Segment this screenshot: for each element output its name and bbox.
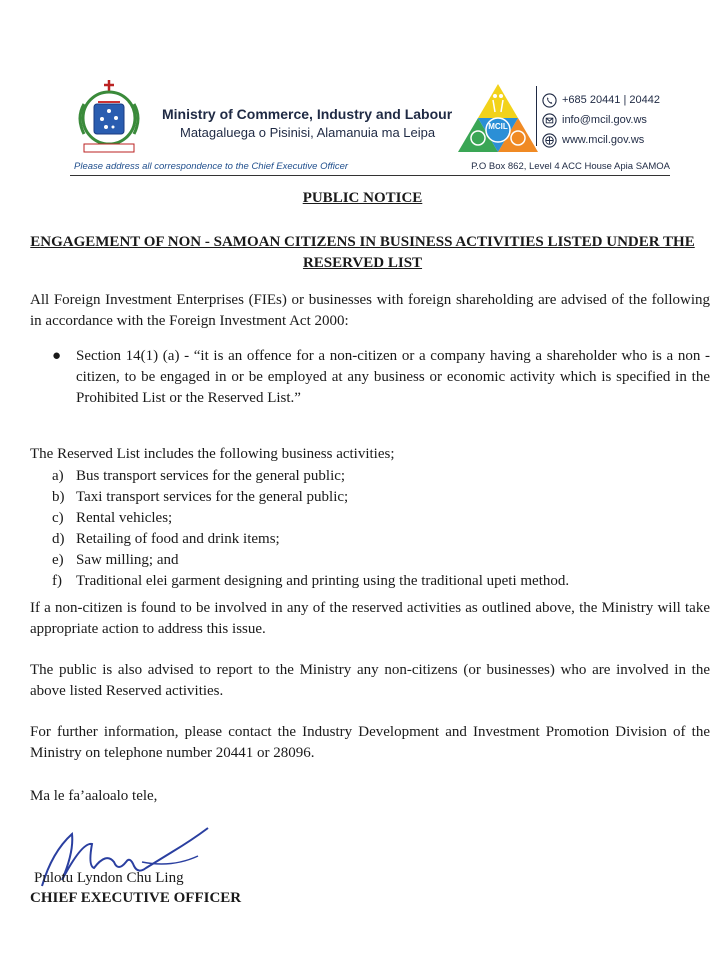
letterhead-rule [70, 175, 670, 176]
postal-address: P.O Box 862, Level 4 ACC House Apia SAMOA [471, 161, 670, 172]
email-address: info@mcil.gov.ws [562, 114, 647, 126]
samoa-coat-of-arms-icon [70, 78, 148, 158]
website-url: www.mcil.gov.ws [562, 134, 645, 146]
contact-email [542, 110, 660, 130]
globe-icon [542, 133, 557, 148]
contact-paragraph: For further information, please contact the Industry Development and Investment Promotion Division of the Ministry on telephone number 20441 or 28096. [30, 724, 710, 761]
contact-block [542, 90, 660, 150]
phone-icon [542, 93, 557, 108]
correspondence-note: Please address all correspondence to the Chief Executive Officer [74, 161, 349, 172]
mcil-logo-text: MCIL [488, 122, 508, 131]
bullet-item [52, 346, 710, 409]
report-paragraph: The public is also advised to report to the Ministry any non-citizens (or businesses) who are involved in the above listed Reserved activities. [30, 662, 710, 699]
list-item: e) Saw milling; and [52, 552, 179, 568]
reserved-list [52, 466, 569, 592]
list-item: a) Bus transport services for the general public; [52, 468, 346, 484]
email-icon [542, 113, 557, 128]
signer-title: CHIEF EXECUTIVE OFFICER [30, 890, 242, 906]
notice-headline: ENGAGEMENT OF NON - SAMOAN CITIZENS IN BUSINESS ACTIVITIES LISTED UNDER THE RESERVED LIST [30, 234, 695, 271]
signer-name: Pulotu Lyndon Chu Ling [34, 870, 184, 886]
ministry-subtitle: Matagaluega o Pisinisi, Alamanuia ma Leipa [180, 125, 436, 140]
closing-salutation: Ma le fa’aaloalo tele, [30, 788, 158, 804]
notice-title: PUBLIC NOTICE [302, 190, 423, 206]
list-intro: The Reserved List includes the following business activities; [30, 446, 395, 462]
contacts-divider [536, 86, 537, 146]
list-item: c) Rental vehicles; [52, 510, 173, 526]
ministry-name: Ministry of Commerce, Industry and Labour [162, 106, 453, 122]
phone-number: +685 20441 | 20442 [562, 94, 660, 106]
contact-website [542, 130, 660, 150]
letterhead [70, 78, 670, 178]
mcil-logo [458, 82, 538, 158]
list-item: f) Traditional elei garment designing and printing using the traditional upeti method. [52, 573, 570, 589]
contact-phone [542, 90, 660, 110]
action-paragraph: If a non-citizen is found to be involved in any of the reserved activities as outlined above, the Ministry will take appropriate action to address this issue. [30, 600, 710, 637]
bullet-text: Section 14(1) (a) - “it is an offence for a non-citizen or a company having a shareholder who is a non - citizen, to be engaged in or be employed at any business or economic activity which is specified in the Prohibited List or the Reserved List.” [76, 348, 710, 406]
list-item: b) Taxi transport services for the general public; [52, 489, 349, 505]
bullet-dot-icon: ● [52, 348, 62, 364]
list-item: d) Retailing of food and drink items; [52, 531, 280, 547]
intro-paragraph: All Foreign Investment Enterprises (FIEs) or businesses with foreign shareholding are advised of the following in accordance with the Foreign Investment Act 2000: [30, 292, 710, 329]
